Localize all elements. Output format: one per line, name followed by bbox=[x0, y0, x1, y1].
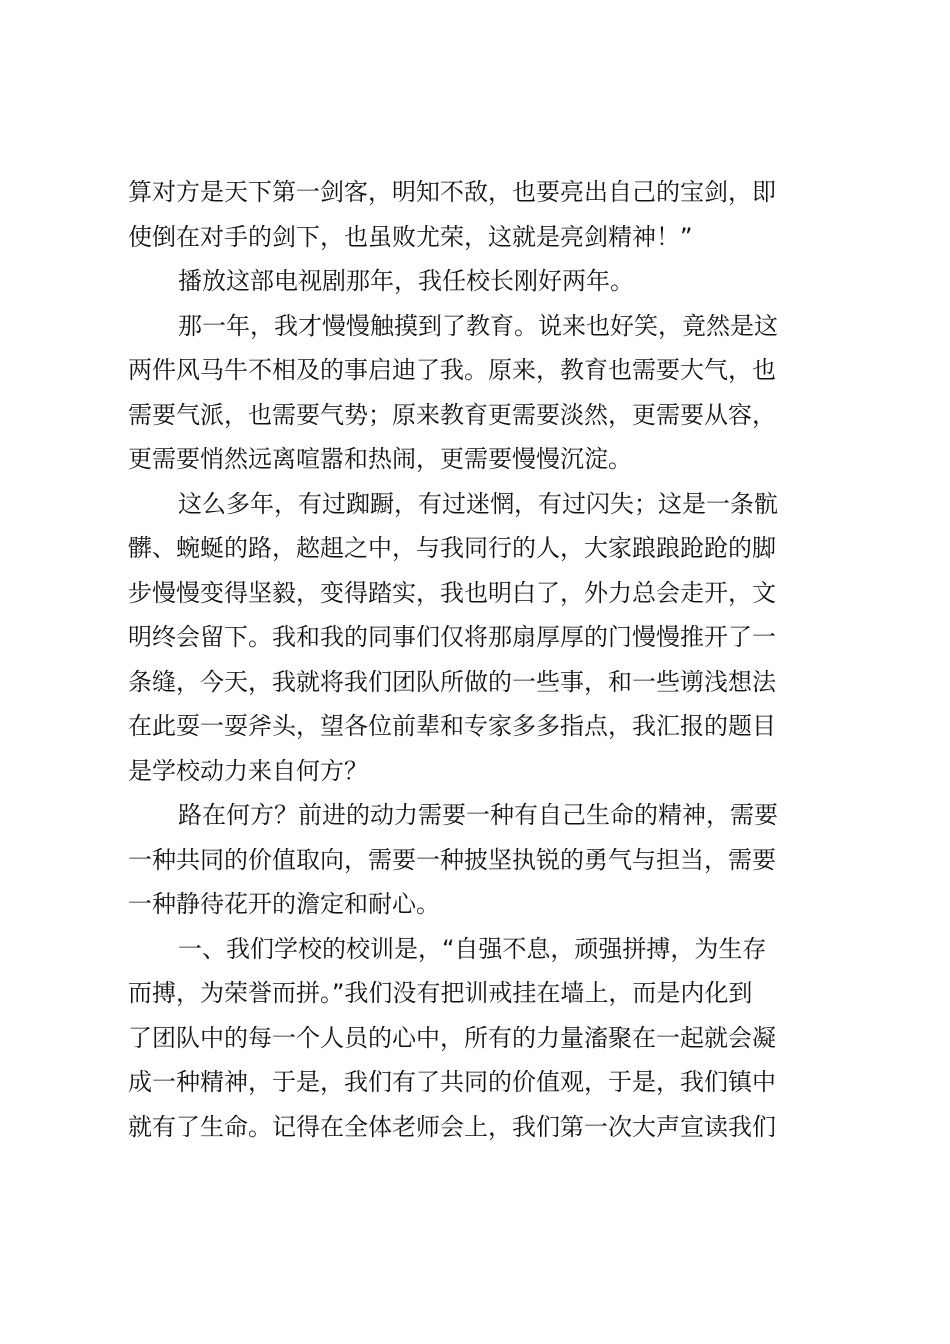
text-line: 了团队中的每一个人员的心中，所有的力量滀聚在一起就会凝 bbox=[128, 1023, 776, 1052]
text-line: 成一种精神，于是，我们有了共同的价值观，于是，我们镇中 bbox=[128, 1068, 776, 1096]
text-line: 步慢慢变得坚毅，变得踏实，我也明白了，外力总会走开，文 bbox=[128, 578, 776, 607]
text-line: 在此耍一耍斧头，望各位前辈和专家多多指点，我汇报的题目 bbox=[128, 712, 776, 740]
text-line: 算对方是天下第一剑客，明知不敌，也要亮出自己的宝剑，即 bbox=[128, 178, 776, 206]
text-line: 明终会留下。我和我的同事们仅将那扇厚厚的门慢慢推开了一 bbox=[128, 623, 776, 651]
text-line: 一种静待花开的澹定和耐心。 bbox=[128, 890, 440, 918]
text-line: 两件风马牛不相及的事启迪了我。原来，教育也需要大气，也 bbox=[128, 356, 776, 384]
text-line: 而搏，为荣誉而拼。”我们没有把训戒挂在墙上，而是内化到 bbox=[128, 979, 753, 1007]
text-line: 是学校动力来自何方？ bbox=[128, 756, 368, 785]
text-line: 需要气派，也需要气势；原来教育更需要淡然，更需要从容， bbox=[128, 400, 776, 429]
text-line: 使倒在对手的剑下，也虽败尤荣，这就是亮剑精神！” bbox=[128, 222, 693, 251]
text-line: 髒、蜿蜒的路，趑趄之中，与我同行的人，大家踉踉跄跄的脚 bbox=[128, 534, 776, 562]
text-line: 一种共同的价值取向，需要一种披坚执锐的勇气与担当，需要 bbox=[128, 845, 776, 874]
paragraph-first-line: 那一年，我才慢慢触摸到了教育。说来也好笑，竟然是这 bbox=[178, 311, 778, 340]
text-line: 就有了生命。记得在全体老师会上，我们第一次大声宣读我们 bbox=[128, 1112, 776, 1141]
text-line: 条缝，今天，我就将我们团队所做的一些事，和一些谫浅想法 bbox=[128, 667, 776, 696]
paragraph-first-line: 播放这部电视剧那年，我任校长刚好两年。 bbox=[178, 267, 634, 295]
body-text bbox=[128, 170, 833, 1149]
paragraph-first-line: 一、我们学校的校训是，“自强不息，顽强拼搏，为生存 bbox=[178, 934, 767, 963]
paragraph-first-line: 这么多年，有过踟蹰，有过迷惘，有过闪失；这是一条骯 bbox=[178, 489, 778, 518]
paragraph-first-line: 路在何方？前进的动力需要一种有自己生命的精神，需要 bbox=[178, 801, 778, 829]
text-line: 更需要悄然远离喧嚣和热闹，更需要慢慢沉淀。 bbox=[128, 445, 632, 473]
